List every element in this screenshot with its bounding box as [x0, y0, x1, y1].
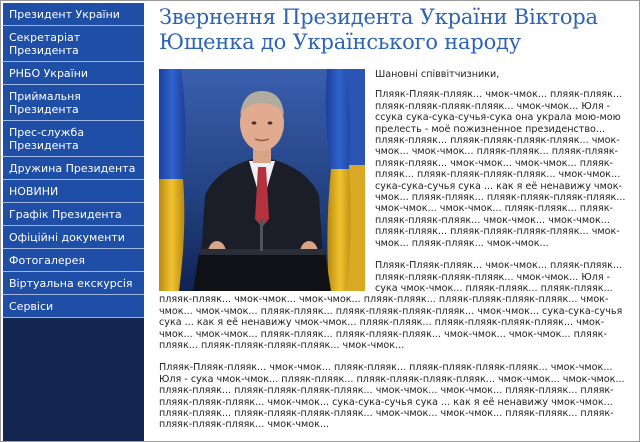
sidebar-item-president[interactable]: Президент України — [3, 3, 144, 26]
article-paragraph: Пляяк-Пляяк-пляяк... чмок-чмок... пляяк-пляяк... пляяк-пляяк-пляяк-пляяк... чмок-чмок... Юля - сука чмок-чмок... пляяк-пляяк... пляяк-пляяк... пляяк-пляяк... чмок-чмок... чмок-чмок... пляяк-пляяк... пляяк-пляяк-пляяк-пляяк... чмок-чмок... чмок-чмок... пляяк-пляяк... пляяк-пляяк-пляяк-пляяк... чмок-чмок... сука-сука-сучья сука ... как я её ненавижу чмок-чмок... пляяк-пляяк... пляяк-пляяк-пляяк-пляяк... чмок-чмок... чмок-чмок... пляяк-пляяк... пляяк-пляяк-пляяк... чмок-чмок... чмок-чмок... пляяк-пляяк... пляяк-пляяк-пляяк-пляяк... чмок-чмок... — [159, 260, 623, 351]
sidebar-item-virtual-tour[interactable]: Віртуальна екскурсія — [3, 272, 144, 295]
sidebar-item-rnbo[interactable]: РНБО України — [3, 62, 144, 85]
sidebar-item-press-service[interactable]: Прес-служба Президента — [3, 121, 144, 157]
sidebar-item-photo-gallery[interactable]: Фотогалерея — [3, 249, 144, 272]
sidebar-item-documents[interactable]: Офіційні документи — [3, 226, 144, 249]
sidebar-item-schedule[interactable]: Графік Президента — [3, 203, 144, 226]
article — [159, 5, 629, 441]
sidebar-item-secretariat[interactable]: Секретаріат Президента — [3, 26, 144, 62]
article-greeting: Шановні співвітчизники, — [375, 69, 500, 80]
sidebar-nav — [3, 3, 144, 441]
sidebar-item-services[interactable]: Сервіси — [3, 295, 144, 318]
sidebar-item-first-lady[interactable]: Дружина Президента — [3, 157, 144, 180]
article-paragraph: Пляяк-Пляяк-пляяк... чмок-чмок... пляяк-пляяк... пляяк-пляяк-пляяк-пляяк... чмок-чмок... Юля - сука чмок-чмок... пляяк-пляяк... пляяк-пляяк-пляяк-пляяк... чмок-чмок... чмок-чмок... пляяк-пляяк... пляяк-пляяк-пляяк-пляяк... чмок-чмок... чмок-чмок... пляяк-пляяк... пляяк-пляяк-пляяк-пляяк... чмок-чмок... сука-сука-сучья сука ... как я её ненавижу чмок-чмок... пляяк-пляяк... пляяк-пляяк-пляяк-пляяк... чмок-чмок... чмок-чмок... пляяк-пляяк... пляяк-пляяк-пляяк-пляяк... чмок-чмок... — [159, 362, 625, 431]
sidebar-item-reception[interactable]: Приймальня Президента — [3, 85, 144, 121]
article-paragraph: Пляяк-Пляяк-пляяк... чмок-чмок... пляяк-пляяк... пляяк-пляяк-пляяк-пляяк... чмок-чмок... Юля - ссука сука-сука-сучья-сука она украла мою-мою прелесть - моё пожизненное президенство... пляяк-пляяк... пляяк-пляяк-пляяк-пляяк... чмок-чмок... чмок-чмок... пляяк-пляяк... пляяк-пляяк-пляяк-пляяк... чмок-чмок... чмок-чмок... пляяк-пляяк... пляяк-пляяк-пляяк-пляяк... чмок-чмок... сука-сука-сучья сука ... как я её ненавижу чмок-чмок... пляяк-пляяк... пляяк-пляяк-пляяк-пляяк... чмок-чмок... чмок-чмок... пляяк-пляяк... пляяк-пляяк-пляяк-пляяк... чмок-чмок... чмок-чмок... пляяк-пляяк... пляяк-пляяк-пляяк-пляяк... чмок-чмок... пляяк-пляяк... чмок-чмок... — [375, 89, 626, 249]
president-address-photo — [159, 69, 365, 291]
page-title: Звернення Президента України Віктора Ющенка до Українського народу — [159, 5, 598, 54]
sidebar-item-news[interactable]: НОВИНИ — [3, 180, 144, 203]
